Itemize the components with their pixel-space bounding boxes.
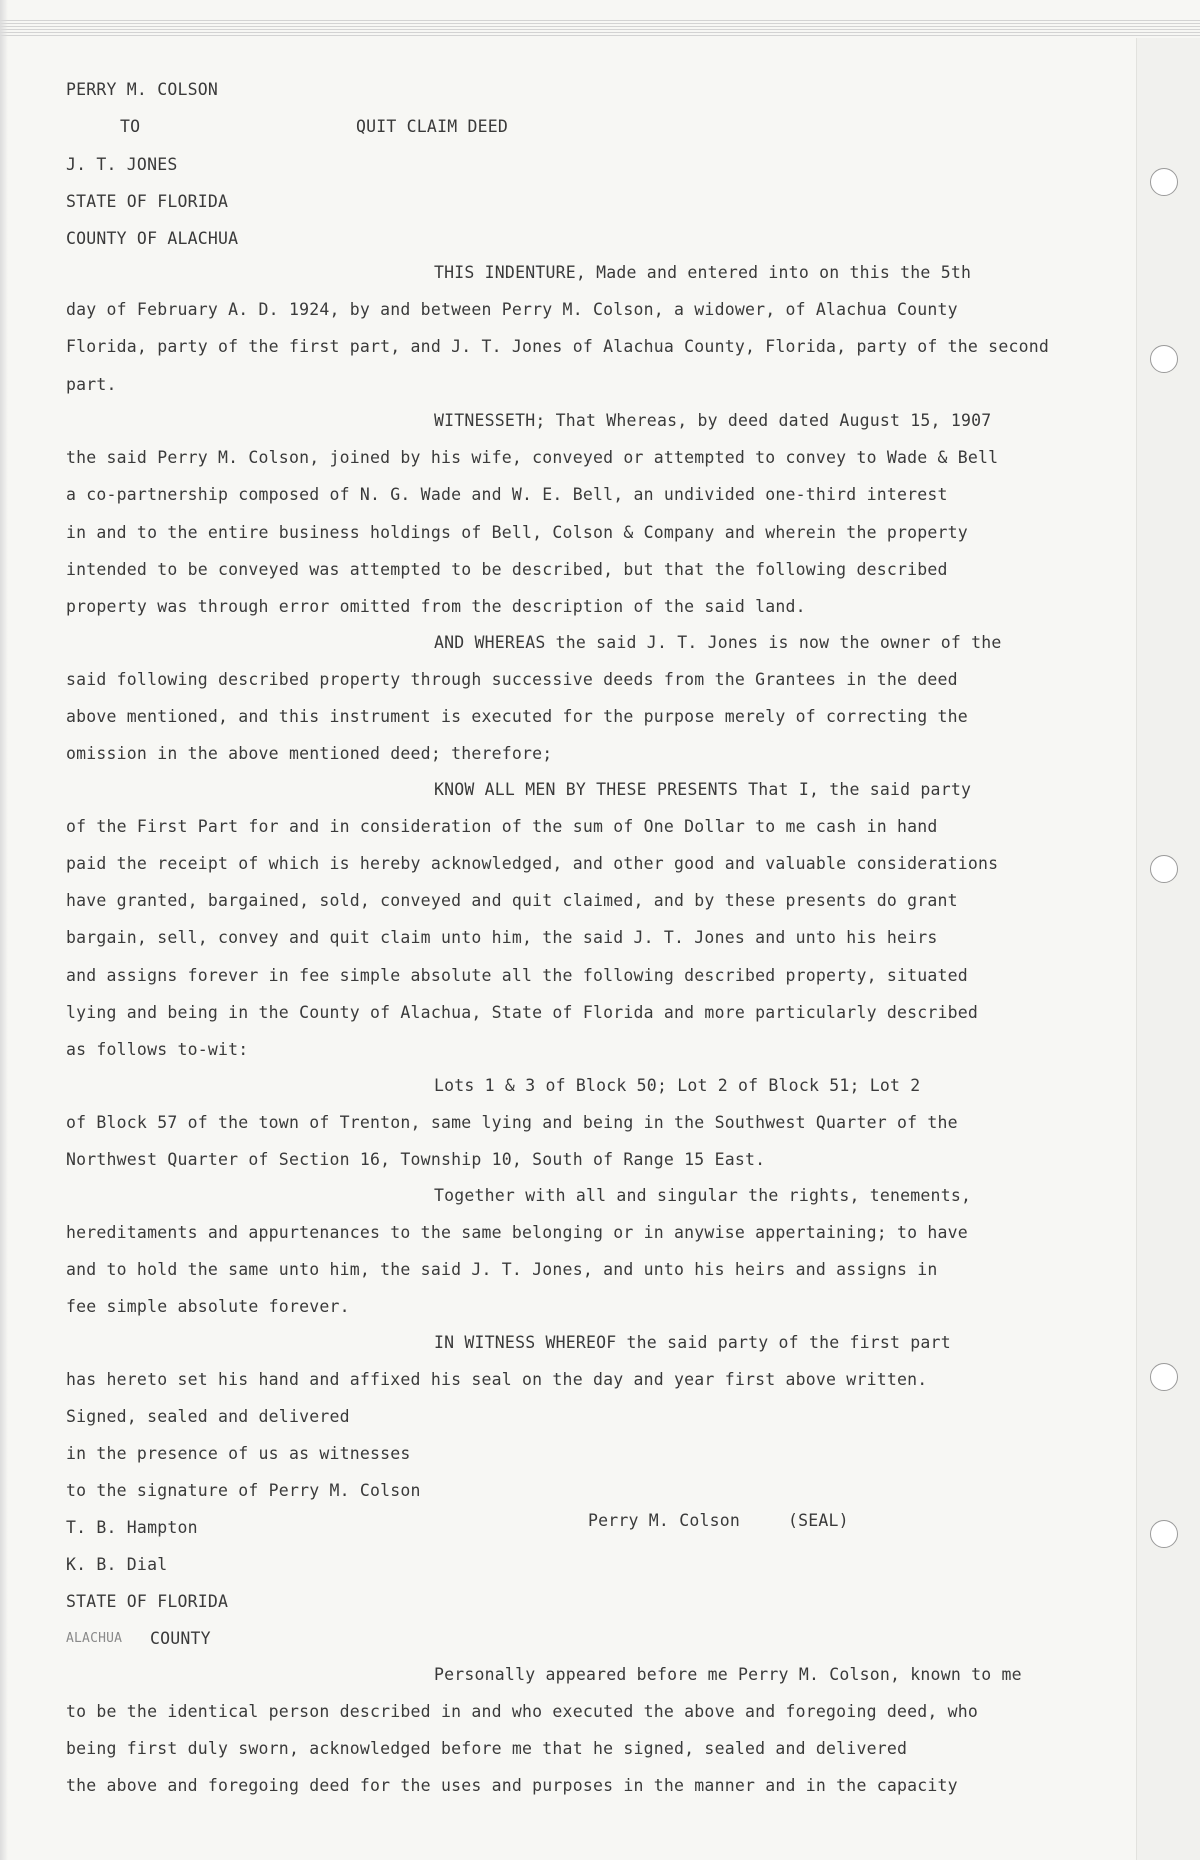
to-label: TO: [120, 117, 141, 136]
property-description-line: Northwest Quarter of Section 16, Township 10, South of Range 15 East.: [66, 1150, 766, 1169]
witness-name: T. B. Hampton: [66, 1518, 198, 1537]
ack-state-heading: STATE OF FLORIDA: [66, 1592, 229, 1611]
paragraph-line: paid the receipt of which is hereby acknowledged, and other good and valuable considerations: [66, 854, 999, 873]
witness-statement: to the signature of Perry M. Colson: [66, 1481, 421, 1500]
paragraph-line: in and to the entire business holdings of Bell, Colson & Company and wherein the property: [66, 523, 968, 542]
state-heading: STATE OF FLORIDA: [66, 192, 229, 211]
seal-label: (SEAL): [788, 1511, 849, 1530]
acknowledgment-line: to be the identical person described in and who executed the above and foregoing deed, who: [66, 1702, 979, 1721]
witness-name: K. B. Dial: [66, 1555, 168, 1574]
paragraph-line: said following described property through successive deeds from the Grantees in the deed: [66, 670, 958, 689]
paragraph-line: the said Perry M. Colson, joined by his wife, conveyed or attempted to convey to Wade & Bell: [66, 448, 999, 467]
property-description-line: Lots 1 & 3 of Block 50; Lot 2 of Block 51; Lot 2: [434, 1076, 921, 1095]
paragraph-line: lying and being in the County of Alachua, State of Florida and more particularly described: [66, 1003, 979, 1022]
paragraph-line: above mentioned, and this instrument is executed for the purpose merely of correcting the: [66, 707, 968, 726]
top-rule: [0, 20, 1200, 38]
ack-county-name: ALACHUA: [66, 1631, 123, 1646]
property-description-line: of Block 57 of the town of Trenton, same lying and being in the Southwest Quarter of the: [66, 1113, 958, 1132]
paragraph-line: as follows to-wit:: [66, 1040, 249, 1059]
grantee-name: J. T. JONES: [66, 155, 178, 174]
paragraph-line: a co-partnership composed of N. G. Wade and W. E. Bell, an undivided one-third interest: [66, 485, 948, 504]
paragraph-line: KNOW ALL MEN BY THESE PRESENTS That I, the said party: [434, 780, 972, 799]
binding-margin: [1136, 38, 1200, 1860]
punch-hole-icon: [1150, 345, 1178, 373]
document-title: QUIT CLAIM DEED: [356, 117, 509, 136]
paragraph-line: IN WITNESS WHEREOF the said party of the first part: [434, 1333, 951, 1352]
paragraph-line: omission in the above mentioned deed; therefore;: [66, 744, 553, 763]
acknowledgment-line: being first duly sworn, acknowledged before me that he signed, sealed and delivered: [66, 1739, 908, 1758]
paragraph-line: intended to be conveyed was attempted to be described, but that the following described: [66, 560, 948, 579]
paragraph-line: has hereto set his hand and affixed his seal on the day and year first above written.: [66, 1370, 928, 1389]
punch-hole-icon: [1150, 1363, 1178, 1391]
punch-hole-icon: [1150, 1520, 1178, 1548]
acknowledgment-line: the above and foregoing deed for the uses and purposes in the manner and in the capacity: [66, 1776, 958, 1795]
paragraph-line: have granted, bargained, sold, conveyed and quit claimed, and by these presents do grant: [66, 891, 958, 910]
paragraph-line: hereditaments and appurtenances to the same belonging or in anywise appertaining; to have: [66, 1223, 968, 1242]
punch-hole-icon: [1150, 855, 1178, 883]
paragraph-line: day of February A. D. 1924, by and between Perry M. Colson, a widower, of Alachua County: [66, 300, 958, 319]
grantor-name: PERRY M. COLSON: [66, 80, 219, 99]
paragraph-line: part.: [66, 375, 117, 394]
punch-hole-icon: [1150, 168, 1178, 196]
paragraph-line: WITNESSETH; That Whereas, by deed dated August 15, 1907: [434, 411, 992, 430]
paragraph-line: fee simple absolute forever.: [66, 1297, 350, 1316]
county-heading: COUNTY OF ALACHUA: [66, 229, 239, 248]
page-edge-shadow: [0, 0, 8, 1860]
paragraph-line: of the First Part for and in consideration of the sum of One Dollar to me cash in hand: [66, 817, 938, 836]
paragraph-line: THIS INDENTURE, Made and entered into on this the 5th: [434, 263, 972, 282]
signer-name: Perry M. Colson: [588, 1511, 741, 1530]
witness-statement: in the presence of us as witnesses: [66, 1444, 411, 1463]
paragraph-line: property was through error omitted from the description of the said land.: [66, 597, 806, 616]
paragraph-line: and to hold the same unto him, the said J. T. Jones, and unto his heirs and assigns in: [66, 1260, 938, 1279]
paragraph-line: bargain, sell, convey and quit claim unto him, the said J. T. Jones and unto his heirs: [66, 928, 938, 947]
paragraph-line: Florida, party of the first part, and J. T. Jones of Alachua County, Florida, party of the second: [66, 337, 1049, 356]
paragraph-line: AND WHEREAS the said J. T. Jones is now the owner of the: [434, 633, 1002, 652]
paragraph-line: and assigns forever in fee simple absolute all the following described property, situated: [66, 966, 968, 985]
paragraph-line: Together with all and singular the rights, tenements,: [434, 1186, 972, 1205]
witness-statement: Signed, sealed and delivered: [66, 1407, 350, 1426]
ack-county-label: COUNTY: [150, 1629, 211, 1648]
acknowledgment-line: Personally appeared before me Perry M. Colson, known to me: [434, 1665, 1022, 1684]
